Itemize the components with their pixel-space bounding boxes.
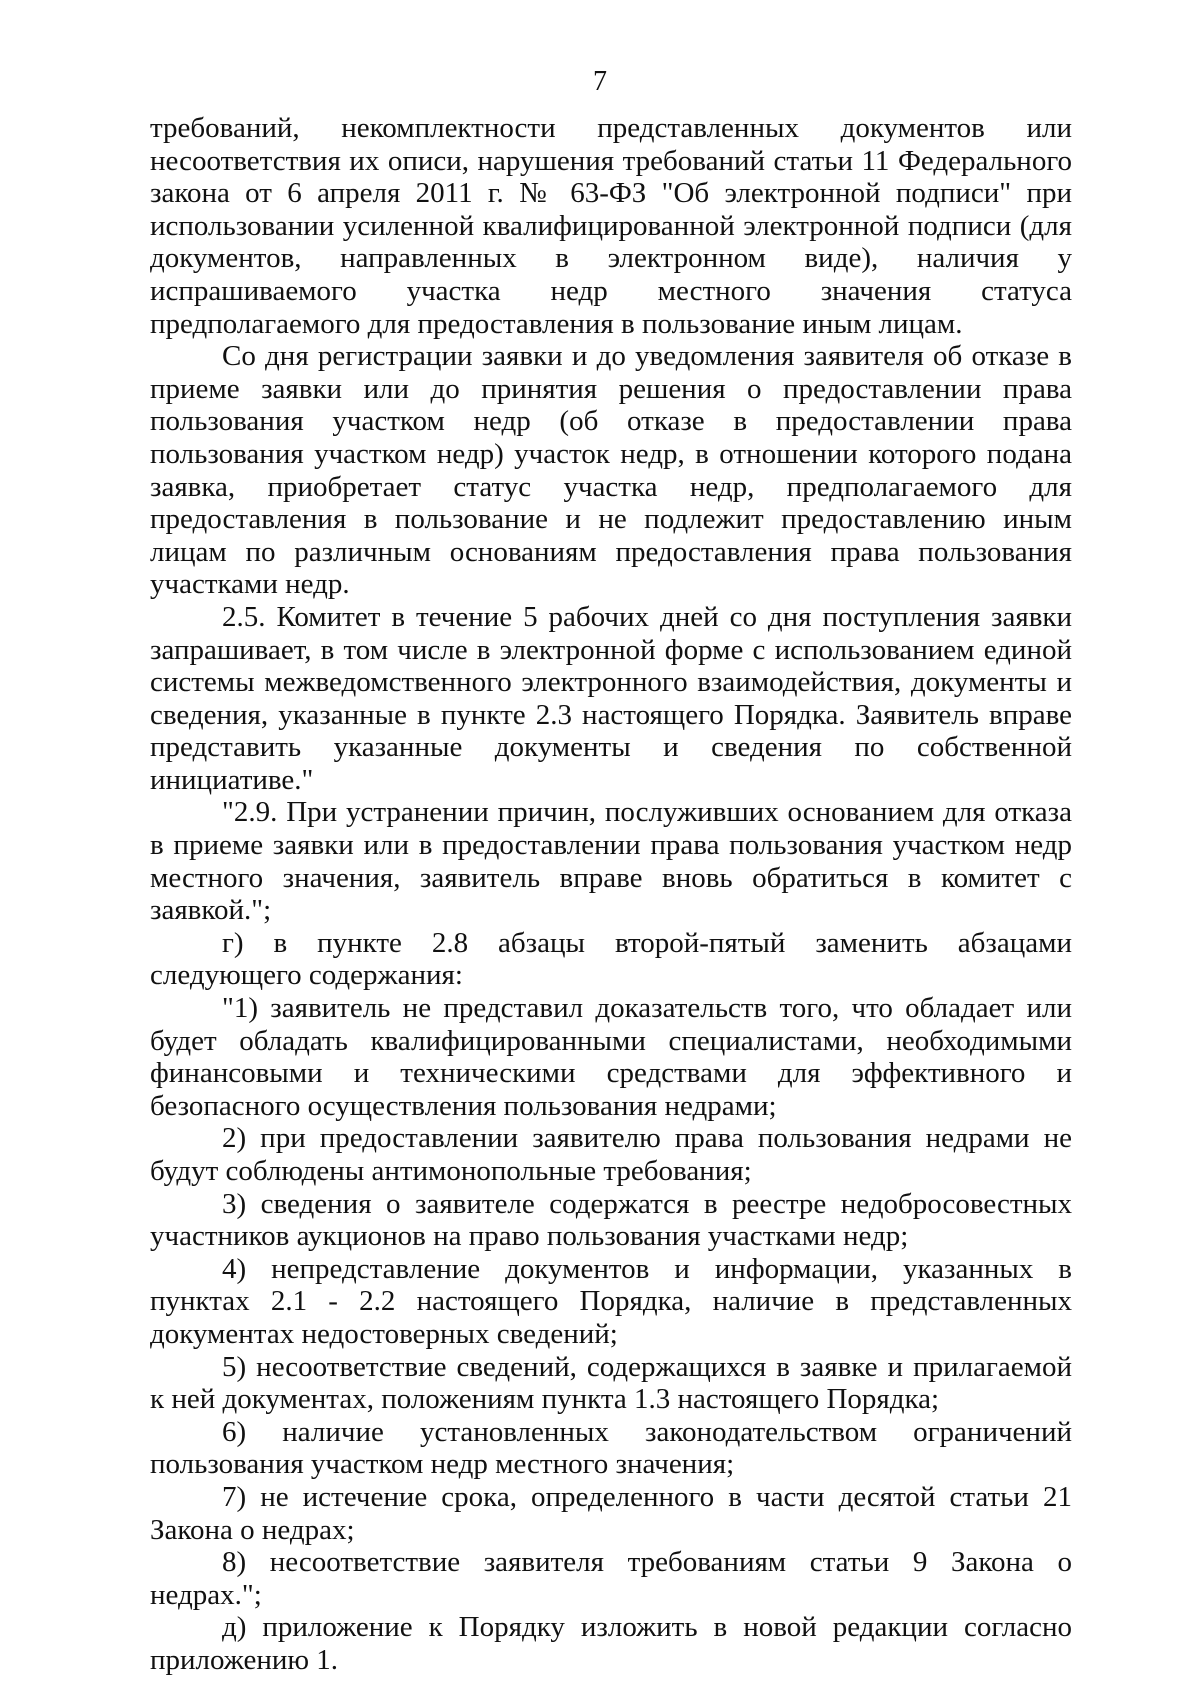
list-item-1: "1) заявитель не представил доказательств того, что обладает или будет обладать квалифицированными специалистами, необходимыми финансовыми и техническими средствами для эффективного и безопасного осуществления пользования недрами;: [150, 992, 1072, 1122]
paragraph-2-5: 2.5. Комитет в течение 5 рабочих дней со дня поступления заявки запрашивает, в том числе в электронной форме с использованием единой системы межведомственного электронного взаимодействия, документы и сведения, указанные в пункте 2.3 настоящего Порядка. Заявитель вправе представить указанные документы и сведения по собственной инициативе.": [150, 600, 1072, 796]
list-item-6: 6) наличие установленных законодательством ограничений пользования участком недр местного значения;: [150, 1415, 1072, 1481]
paragraph-amendment-d: д) приложение к Порядку изложить в новой редакции согласно приложению 1.: [150, 1611, 1072, 1676]
list-item-2: 2) при предоставлении заявителю права пользования недрами не будут соблюдены антимонопольные требования;: [150, 1122, 1072, 1187]
paragraph-amendment-g: г) в пункте 2.8 абзацы второй-пятый заменить абзацами следующего содержания:: [150, 926, 1072, 992]
list-item-5: 5) несоответствие сведений, содержащихся в заявке и прилагаемой к ней документах, положениям пункта 1.3 настоящего Порядка;: [150, 1350, 1072, 1416]
page-number: 7: [593, 66, 607, 97]
paragraph-continued: требований, некомплектности представленных документов или несоответствия их описи, нарушения требований статьи 11 Федерального закона от 6 апреля 2011 г. № 63-ФЗ "Об электронной подписи" при использовании усиленной квалифицированной электронной подписи (для документов, направленных в электронном виде), наличия у испрашиваемого участка недр местного значения статуса предполагаемого для предоставления в пользование иным лицам.: [150, 112, 1072, 340]
list-item-7: 7) не истечение срока, определенного в части десятой статьи 21 Закона о недрах;: [150, 1480, 1072, 1546]
paragraph-2-9: "2.9. При устранении причин, послуживших основанием для отказа в приеме заявки или в предоставлении права пользования участком недр местного значения, заявитель вправе вновь обратиться в комитет с заявкой.";: [150, 796, 1072, 927]
list-item-8: 8) несоответствие заявителя требованиям статьи 9 Закона о недрах.";: [150, 1546, 1072, 1611]
paragraph-registration-status: Со дня регистрации заявки и до уведомления заявителя об отказе в приеме заявки или до принятия решения о предоставлении права пользования участком недр (об отказе в предоставлении права пользования участком недр) участок недр, в отношении которого подана заявка, приобретает статус участка недр, предполагаемого для предоставления в пользование и не подлежит предоставлению иным лицам по различным основаниям предоставления права пользования участками недр.: [150, 340, 1072, 601]
document-body: [150, 112, 1072, 1677]
list-item-4: 4) непредставление документов и информации, указанных в пунктах 2.1 - 2.2 настоящего Порядка, наличие в представленных документах недостоверных сведений;: [150, 1252, 1072, 1350]
list-item-3: 3) сведения о заявителе содержатся в реестре недобросовестных участников аукционов на право пользования участками недр;: [150, 1187, 1072, 1253]
